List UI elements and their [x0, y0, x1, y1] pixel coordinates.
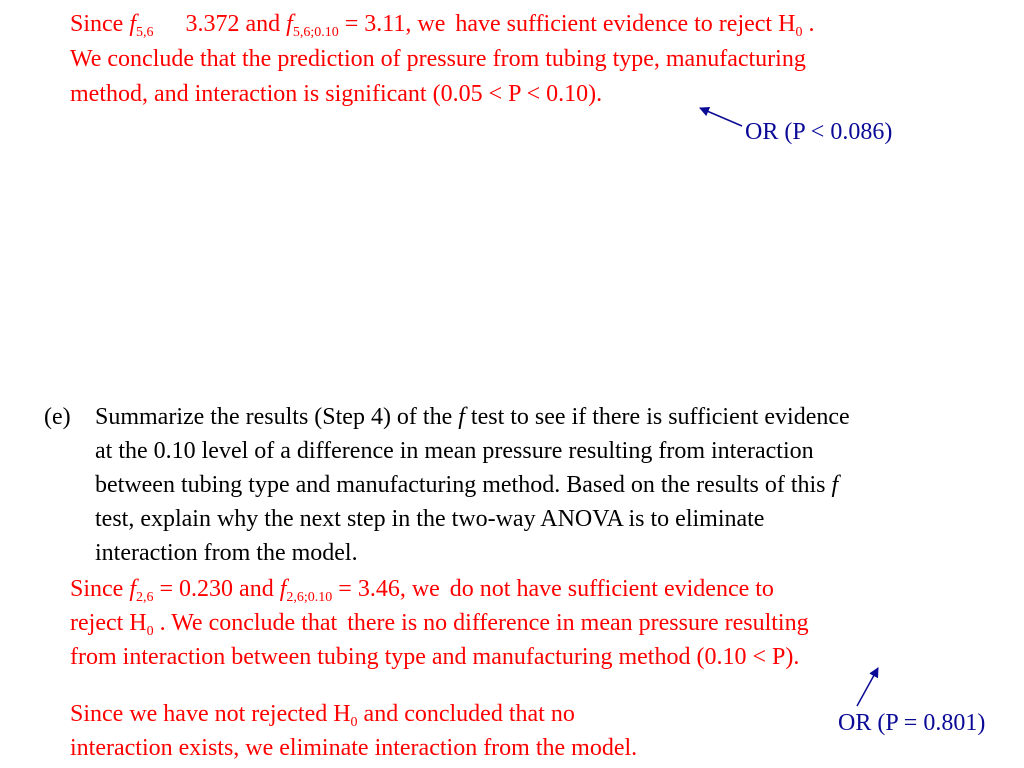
top-answer-line-1 [70, 10, 814, 38]
question-line-3 [95, 471, 838, 499]
f-critical-subscript: 5,6;0.10 [292, 25, 339, 40]
bottom-note-arrow [857, 668, 878, 706]
and-word: and [239, 576, 274, 602]
reject-text: reject H [70, 610, 147, 636]
final-text: Since we have not rejected H [70, 701, 351, 727]
no-difference-text: there is no difference in mean pressure resulting [347, 610, 809, 636]
question-text: Summarize the results (Step 4) of the [95, 404, 453, 430]
question-line-1 [95, 403, 850, 431]
f-degrees-of-freedom: 2,6 [136, 590, 154, 605]
f-critical-symbol: f [279, 576, 287, 602]
f-statistic-symbol: f [129, 576, 136, 602]
f-critical-value: 3.11, we [364, 11, 446, 37]
question-text: between tubing type and manufacturing method. Based on the results of this [95, 472, 826, 498]
final-text: and concluded that no [363, 701, 575, 727]
f-statistic-value: 0.230 [179, 576, 234, 602]
top-answer-line-2: We conclude that the prediction of pressure from tubing type, manufacturing [70, 46, 806, 72]
equals-sign: = [344, 11, 359, 37]
question-label: (e) [44, 404, 71, 430]
conclusion-text: do not have sufficient evidence to [449, 576, 774, 602]
answer-e-line-1 [70, 575, 774, 603]
f-critical-value: 3.46, we [357, 576, 440, 602]
h0-subscript: 0 [795, 25, 803, 40]
period: . [808, 11, 815, 37]
conclusion-text: have sufficient evidence to reject H [455, 11, 796, 37]
final-answer-line-1 [70, 700, 575, 728]
since-word: Since [70, 576, 124, 602]
final-answer-line-2: interaction exists, we eliminate interaction from the model. [70, 735, 638, 761]
since-word: Since [70, 11, 124, 37]
answer-e-line-2 [70, 609, 809, 637]
answer-e-line-3: from interaction between tubing type and manufacturing method (0.10 < P). [70, 644, 800, 670]
top-answer-line-3: method, and interaction is significant (0.05 < P < 0.10). [70, 81, 603, 107]
h0-subscript: 0 [350, 715, 358, 730]
question-line-2: at the 0.10 level of a difference in mean pressure resulting from interaction [95, 438, 814, 464]
question-line-4: test, explain why the next step in the two-way ANOVA is to eliminate [95, 506, 765, 532]
f-statistic-value: 3.372 [185, 11, 240, 37]
and-word: and [245, 11, 281, 37]
f-critical-symbol: f [286, 11, 293, 37]
top-p-value-note: OR (P < 0.086) [745, 119, 893, 145]
conclude-text: . We conclude that [159, 610, 338, 636]
top-note-arrow [700, 108, 742, 126]
question-text: test to see if there is sufficient evidence [470, 404, 850, 430]
question-line-5: interaction from the model. [95, 540, 358, 566]
bottom-p-value-note: OR (P = 0.801) [838, 710, 986, 736]
f-critical-subscript: 2,6;0.10 [286, 590, 333, 605]
f-symbol: f [458, 404, 465, 430]
h0-subscript: 0 [146, 624, 154, 639]
f-degrees-of-freedom: 5,6 [136, 25, 154, 40]
equals-sign: = [159, 576, 174, 602]
f-statistic-symbol: f [129, 11, 136, 37]
equals-sign: = [338, 576, 352, 602]
f-symbol: f [831, 472, 839, 498]
